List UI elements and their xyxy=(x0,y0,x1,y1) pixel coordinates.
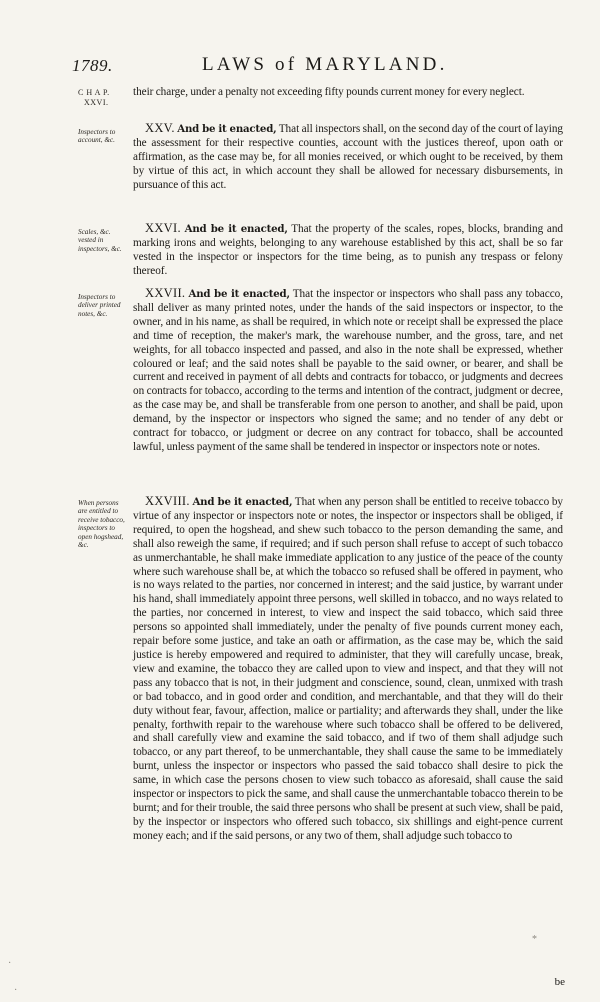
paper-speck: · xyxy=(8,958,12,969)
section-xxvi xyxy=(133,222,563,279)
enacting-clause: And be it enacted, xyxy=(184,223,288,235)
section-text: That all inspectors shall, on the second day of the court of laying the assessment for their respective counties, account with the justices thereof, upon oath or affirmation, as the case may be, for all monies received, or which ought to be received, by them by virtue of this act, in which account they shall be allowed for necessary disbursements, in pursuance of this act. xyxy=(133,123,563,191)
chapter-number: XXVI. xyxy=(84,97,109,107)
chapter-marker xyxy=(78,88,128,107)
section-text: That the inspector or inspectors who shall pass any tobacco, shall deliver as many printed notes, under the hands of the said inspectors or inspector, to the owner, and in his name, as shall be required, in which note or receipt shall be expressed the place and time of reception, the maker's mark, the warehouse number, and the gross, tare, and net weights, for all tobacco inspected and passed, and also in the note shall be expressed, whether coloured or leaf; and the said notes shall be payable to the said owner, or bearer, and shall be current and received in payment of all debts and contracts for tobacco, or judgments and decrees on contracts for tobacco, according to the terms and intention of the contract, judgment or decree, as the case may be, and shall be transferable from one person to another, and shall be paid, upon demand, by the inspector or inspectors who signed the same; and no tender of any debt or contract for tobacco, or judgment or decree on any contract for tobacco, shall be accounted lawful, unless payment of the same shall be tendered in inspector or inspectors note or notes. xyxy=(133,288,563,453)
chapter-label: C H A P. xyxy=(78,88,110,97)
continued-text xyxy=(133,86,563,100)
margin-note-xxvii: Inspectors to deliver printed notes, &c. xyxy=(78,293,121,318)
page-year: 1789. xyxy=(72,56,113,75)
continued-paragraph: their charge, under a penalty not exceeding fifty pounds current money for every neglect. xyxy=(133,86,525,98)
enacting-clause: And be it enacted, xyxy=(192,496,293,508)
catchword: be xyxy=(554,976,565,988)
section-paragraph xyxy=(133,222,563,279)
section-paragraph xyxy=(133,495,563,844)
enacting-clause: And be it enacted, xyxy=(188,288,290,300)
section-paragraph xyxy=(133,287,563,455)
enacting-clause: And be it enacted, xyxy=(177,123,277,135)
paper-speck: · xyxy=(14,985,18,996)
section-paragraph xyxy=(133,122,563,193)
section-text: That when any person shall be entitled to receive tobacco by virtue of any inspector or inspectors note or notes, the inspector or inspectors shall be obliged, if required, to open the hogshead, and shew such tobacco to the person demanding the same, and shall also reweigh the same, if required; and if such person shall refuse to accept of such tobacco as unmerchantable, he shall make immediate application to any justice of the peace of the county where such warehouse shall be, at which the tobacco so refused shall be offered in payment, who is no ways related to the parties, nor concerned in interest; and the said justice, by warrant under his hand, shall immediately appoint three persons, well skilled in tobacco, and no ways related to the parties, nor concerned in interest, to view and inspect the said tobacco, which said three persons so appointed shall immediately, under the penalty of five pounds current money each, repair before some justice, and take an oath or affirmation, as the case may be, which the said justice is hereby empowered and required to administer, that they will carefully uncase, break, view and examine, the tobacco they are called upon to view and inspect, and that they will not pass any tobacco that is not, in their judgment and conscience, sound, clean, unmixed with trash or bad tobacco, and in good order and condition, and merchantable, and that they will do their duty without fear, favour, affection, malice or partiality; and afterwards they shall, under the like penalty, forthwith repair to the warehouse where such tobacco shall be offered to be delivered, and shall carefully view and examine the said tobacco, and if two of them shall adjudge such tobacco, or any part thereof, to be unmerchantable, they shall cause the same to be immediately burnt, unless the inspector or inspectors who passed the said tobacco shall desire to pick the same, in which case the persons chosen to view such tobacco as aforesaid, shall cause the said inspector or inspectors to pick the same, and shall cause the unmerchantable tobacco therein to be burnt; and for their trouble, the said three persons who shall be present at such view, shall be paid, by the inspector or inspectors who offered such tobacco, six shillings and eight-pence current money each; and if the said persons, or any two of them, shall adjudge such tobacco to xyxy=(133,496,563,842)
running-title: LAWS of MARYLAND. xyxy=(202,54,448,75)
section-number: XXVII. xyxy=(145,286,186,300)
section-text: That the property of the scales, ropes, blocks, branding and marking irons and weights, belonging to any warehouse established by this act, shall be so far vested in the inspector or inspectors for the time being, as to punish any trespass or felony thereof. xyxy=(133,223,563,277)
margin-note-xxvi: Scales, &c. vested in inspectors, &c. xyxy=(78,228,122,253)
paper-speck: * xyxy=(532,934,537,945)
section-xxviii xyxy=(133,495,563,844)
section-number: XXV. xyxy=(145,121,175,135)
margin-note-xxviii: When persons are entitled to receive tobacco, inspectors to open hogshead, &c. xyxy=(78,499,125,550)
section-xxvii xyxy=(133,287,563,455)
section-number: XXVIII. xyxy=(145,494,190,508)
margin-note-xxv: Inspectors to account, &c. xyxy=(78,128,116,145)
section-number: XXVI. xyxy=(145,221,181,235)
page-header xyxy=(72,54,568,78)
section-xxv xyxy=(133,122,563,193)
